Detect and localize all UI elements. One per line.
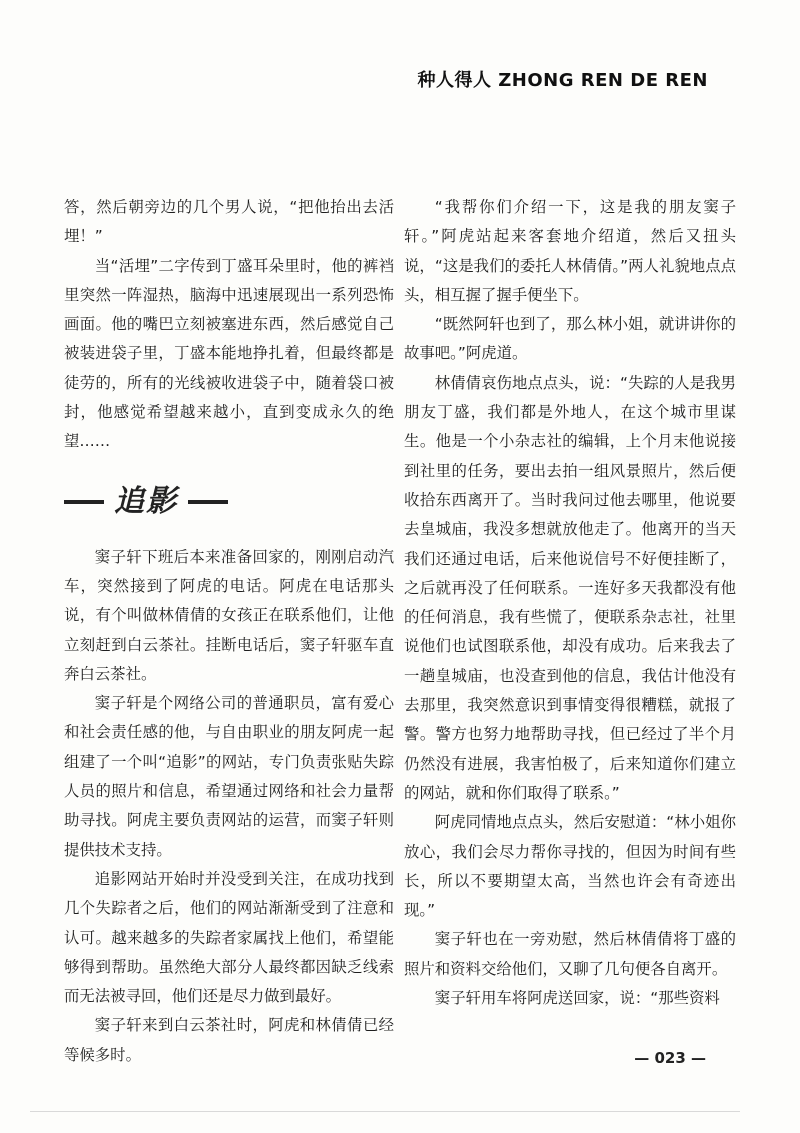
left-column [64, 193, 394, 1070]
section-title-text: 追影 [114, 484, 178, 520]
paragraph: 窦子轩也在一旁劝慰，然后林倩倩将丁盛的照片和资料交给他们，又聊了几句便各自离开。 [404, 930, 736, 978]
page-number: — 023 — [634, 1049, 706, 1067]
section-heading [64, 463, 394, 541]
bottom-divider [30, 1111, 740, 1112]
paragraph: “我帮你们介绍一下，这是我的朋友窦子轩。”阿虎站起来客套地介绍道，然后又扭头说，“这是我们的委托人林倩倩。”两人礼貌地点点头，相互握了握手便坐下。 [404, 198, 736, 304]
paragraph: 追影网站开始时并没受到关注，在成功找到几个失踪者之后，他们的网站渐渐受到了注意和认可。越来越多的失踪者家属找上他们，希望能够得到帮助。虽然绝大部分人最终都因缺乏线索而无法被寻回，他们还是尽力做到最好。 [64, 869, 394, 1006]
paragraph: 答，然后朝旁边的几个男人说，“把他抬出去活埋！” [64, 198, 394, 246]
running-header: 种人得人 ZHONG REN DE REN [417, 70, 708, 91]
paragraph: 当“活埋”二字传到丁盛耳朵里时，他的裤裆里突然一阵湿热，脑海中迅速展现出一系列恐怖画面。他的嘴巴立刻被塞进东西，然后感觉自己被装进袋子里，丁盛本能地挣扎着，但最终都是徒劳的，所有的光线被收进袋子中，随着袋口被封，他感觉希望越来越小，直到变成永久的绝望…… [64, 256, 394, 451]
paragraph: 阿虎同情地点点头，然后安慰道：“林小姐你放心，我们会尽力帮你寻找的，但因为时间有些长，所以不要期望太高，当然也许会有奇迹出现。” [404, 813, 736, 920]
paragraph: 窦子轩下班后本来准备回家的，刚刚启动汽车，突然接到了阿虎的电话。阿虎在电话那头说，有个叫做林倩倩的女孩正在联系他们，让他立刻赶到白云茶社。挂断电话后，窦子轩驱车直奔白云茶社。 [64, 547, 394, 683]
paragraph: “既然阿轩也到了，那么林小姐，就讲讲你的故事吧。”阿虎道。 [404, 315, 736, 363]
paragraph: 窦子轩来到白云茶社时，阿虎和林倩倩已经等候多时。 [64, 1016, 394, 1064]
heading-dash-left [64, 500, 104, 504]
paragraph: 林倩倩哀伤地点点头，说：“失踪的人是我男朋友丁盛，我们都是外地人，在这个城市里谋生。他是一个小杂志社的编辑，上个月末他说接到社里的任务，要出去拍一组风景照片，然后便收拾东西离开了。当时我问过他去哪里，他说要去皇城庙，我没多想就放他走了。他离开的当天我们还通过电话，后来他说信号不好便挂断了，之后就再没了任何联系。一连好多天我都没有他的任何消息，我有些慌了，便联系杂志社，社里说他们也试图联系他，却没有成功。后来我去了一趟皇城庙，也没查到他的信息，我估计他没有去那里，我突然意识到事情变得很糟糕，就报了警。警方也努力地帮助寻找，但已经过了半个月仍然没有进展，我害怕极了，后来知道你们建立的网站，就和你们取得了联系。” [404, 373, 736, 802]
paragraph: 窦子轩用车将阿虎送回家，说：“那些资料 [434, 989, 720, 1008]
right-column [404, 193, 736, 1013]
heading-dash-right [188, 500, 228, 504]
paragraph: 窦子轩是个网络公司的普通职员，富有爱心和社会责任感的他，与自由职业的朋友阿虎一起组建了一个叫“追影”的网站，专门负责张贴失踪人员的照片和信息，希望通过网络和社会力量帮助寻找。阿虎主要负责网站的运营，而窦子轩则提供技术支持。 [64, 694, 394, 859]
